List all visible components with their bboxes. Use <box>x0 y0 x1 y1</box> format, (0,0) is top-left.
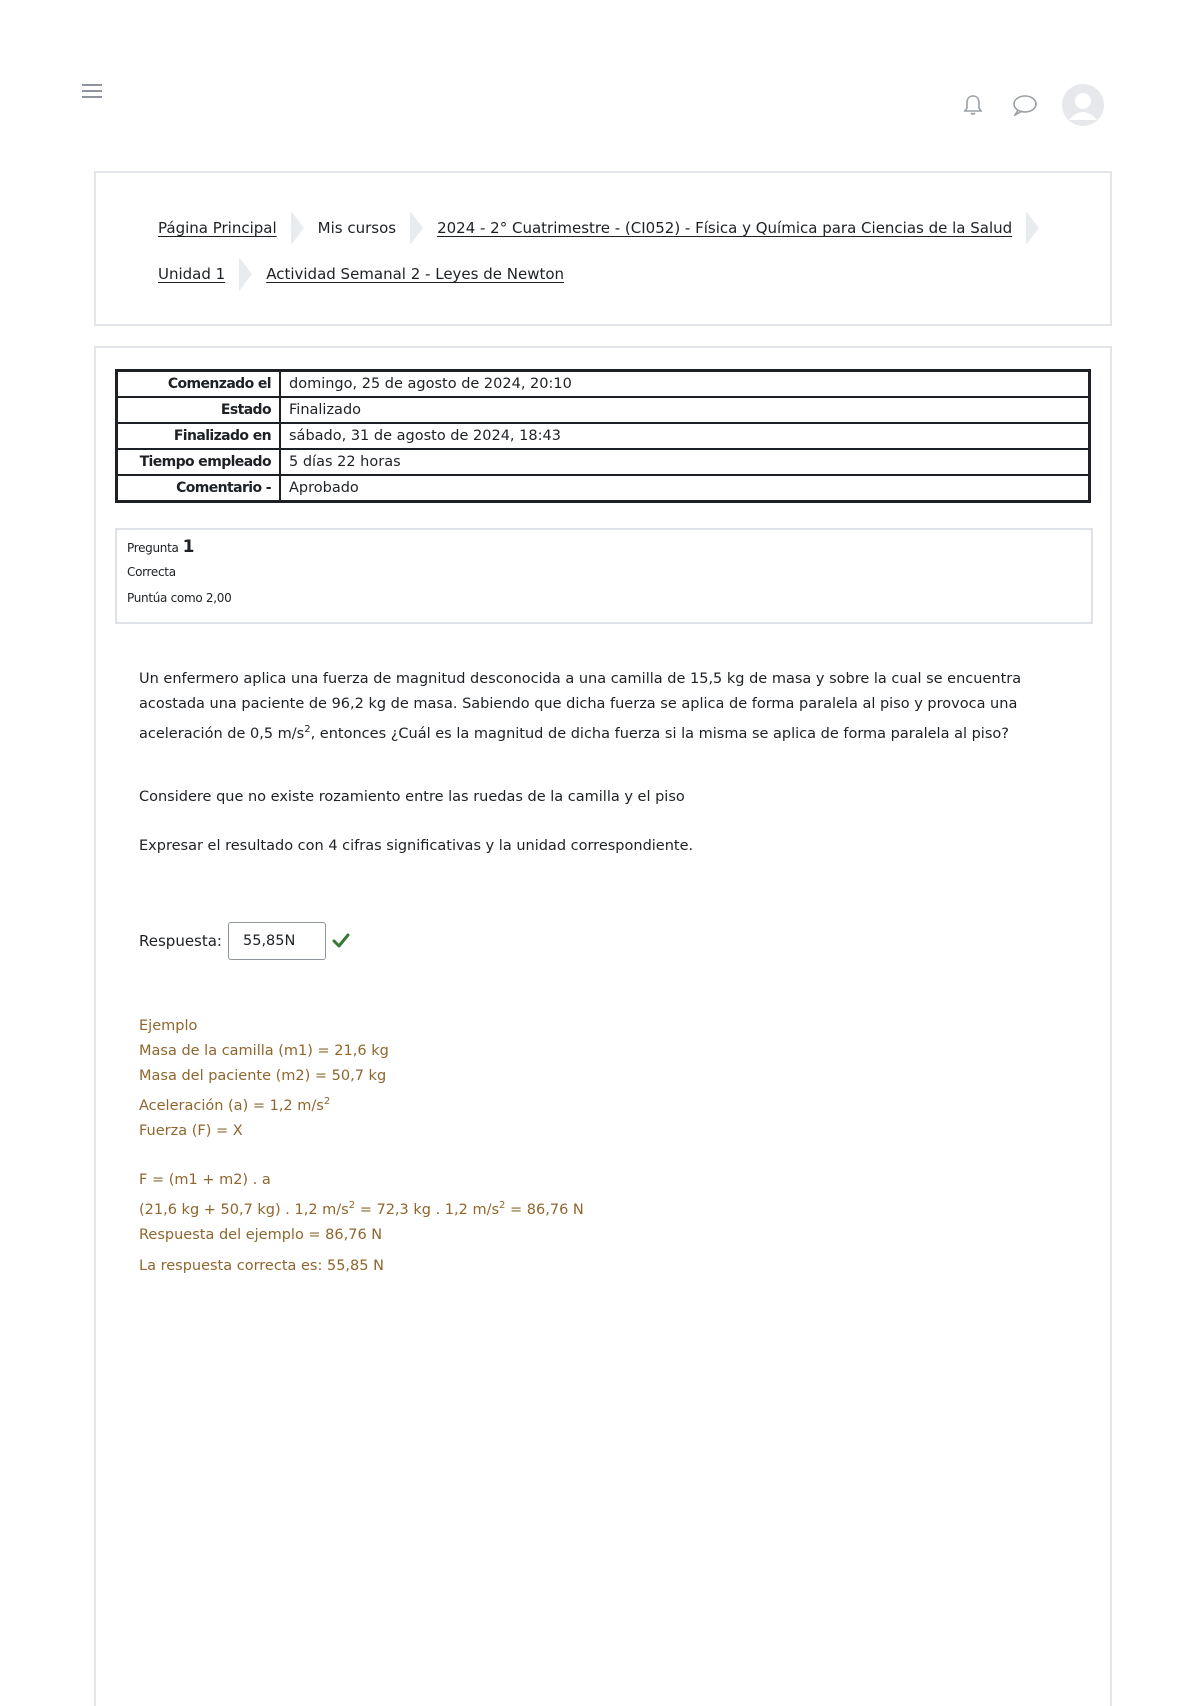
question-note: Considere que no existe rozamiento entre las ruedas de la camilla y el piso <box>139 789 685 805</box>
table-row <box>117 397 1090 423</box>
question-instruction: Expresar el resultado con 4 cifras significativas y la unidad correspondiente. <box>139 838 694 854</box>
table-row <box>117 371 1090 398</box>
chat-bubble-icon[interactable] <box>1010 90 1040 120</box>
summary-value: Finalizado <box>280 397 1090 423</box>
summary-value: sábado, 31 de agosto de 2024, 18:43 <box>280 423 1090 449</box>
user-avatar-icon[interactable] <box>1062 84 1104 126</box>
summary-value: domingo, 25 de agosto de 2024, 20:10 <box>280 371 1090 398</box>
check-icon <box>332 932 350 950</box>
correct-answer-text: La respuesta correcta es: 55,85 N <box>139 1257 384 1274</box>
question-info-box <box>115 528 1093 624</box>
breadcrumb-card <box>94 171 1112 326</box>
breadcrumb-my-courses[interactable]: Mis cursos <box>317 219 397 237</box>
breadcrumb-home-link[interactable]: Página Principal <box>158 219 277 237</box>
answer-label: Respuesta: <box>139 932 222 950</box>
breadcrumb-chevron-icon <box>291 211 304 245</box>
question-state: Correcta <box>127 565 176 579</box>
question-text-line: aceleración de 0,5 $m/s^2$, entonces ¿Cuál es la magnitud de dicha fuerza si la misma se aplica de forma paralela al piso? <box>139 724 1009 742</box>
feedback-line: Aceleración (a) = 1,2 $m/s^2$ <box>139 1096 331 1114</box>
feedback-line: Masa del paciente (m2) = 50,7 kg <box>139 1068 387 1084</box>
feedback-line: Masa de la camilla (m1) = 21,6 kg <box>139 1043 389 1059</box>
breadcrumb-course-link[interactable]: 2024 - 2° Cuatrimestre - (CI052) - Física y Química para Ciencias de la Salud <box>437 219 1013 237</box>
table-row <box>117 449 1090 475</box>
breadcrumb-activity-link[interactable]: Actividad Semanal 2 - Leyes de Newton <box>266 265 565 283</box>
user-nav <box>936 84 1104 126</box>
summary-key: Comentario - <box>117 475 281 502</box>
summary-key: Estado <box>117 397 281 423</box>
summary-key: Comenzado el <box>117 371 281 398</box>
feedback-example-answer: Respuesta del ejemplo = 86,76 N <box>139 1226 383 1243</box>
feedback-line: Fuerza (F) = X <box>139 1122 243 1139</box>
summary-key: Tiempo empleado <box>117 449 281 475</box>
breadcrumb-row-2 <box>158 257 564 291</box>
question-text-line: acostada una paciente de 96,2 kg de masa. Sabiendo que dicha fuerza se aplica de forma paralela al piso y provoca una <box>139 696 1018 712</box>
bell-icon[interactable] <box>958 90 988 120</box>
feedback-formula: F = (m1 + m2) . a <box>139 1171 271 1188</box>
breadcrumb-chevron-icon <box>1026 211 1039 245</box>
question-text <box>139 667 1039 747</box>
question-number: Pregunta 1 <box>127 537 195 557</box>
table-row <box>117 475 1090 502</box>
summary-key: Finalizado en <box>117 423 281 449</box>
breadcrumb-chevron-icon <box>239 257 252 291</box>
hamburger-icon[interactable] <box>82 84 102 100</box>
feedback-title: Ejemplo <box>139 1018 198 1034</box>
summary-value: 5 días 22 horas <box>280 449 1090 475</box>
breadcrumb-unit-link[interactable]: Unidad 1 <box>158 265 226 283</box>
question-text-line: Un enfermero aplica una fuerza de magnitud desconocida a una camilla de 15,5 kg de masa y sobre la cual se encuentra <box>139 671 1022 687</box>
question-score: Puntúa como 2,00 <box>127 591 232 605</box>
answer-input[interactable]: 55,85N <box>228 922 326 960</box>
breadcrumb <box>158 211 1053 245</box>
table-row <box>117 423 1090 449</box>
feedback-calculation: (21,6 kg + 50,7 kg) . 1,2 $m/s^2 = 72,3$ kg . 1,2 $m/s^2 = 86,76$ N <box>139 1199 584 1218</box>
general-feedback <box>139 1014 584 1279</box>
summary-value: Aprobado <box>280 475 1090 502</box>
answer-row <box>139 922 350 960</box>
attempt-summary-table <box>115 369 1091 503</box>
breadcrumb-chevron-icon <box>410 211 423 245</box>
